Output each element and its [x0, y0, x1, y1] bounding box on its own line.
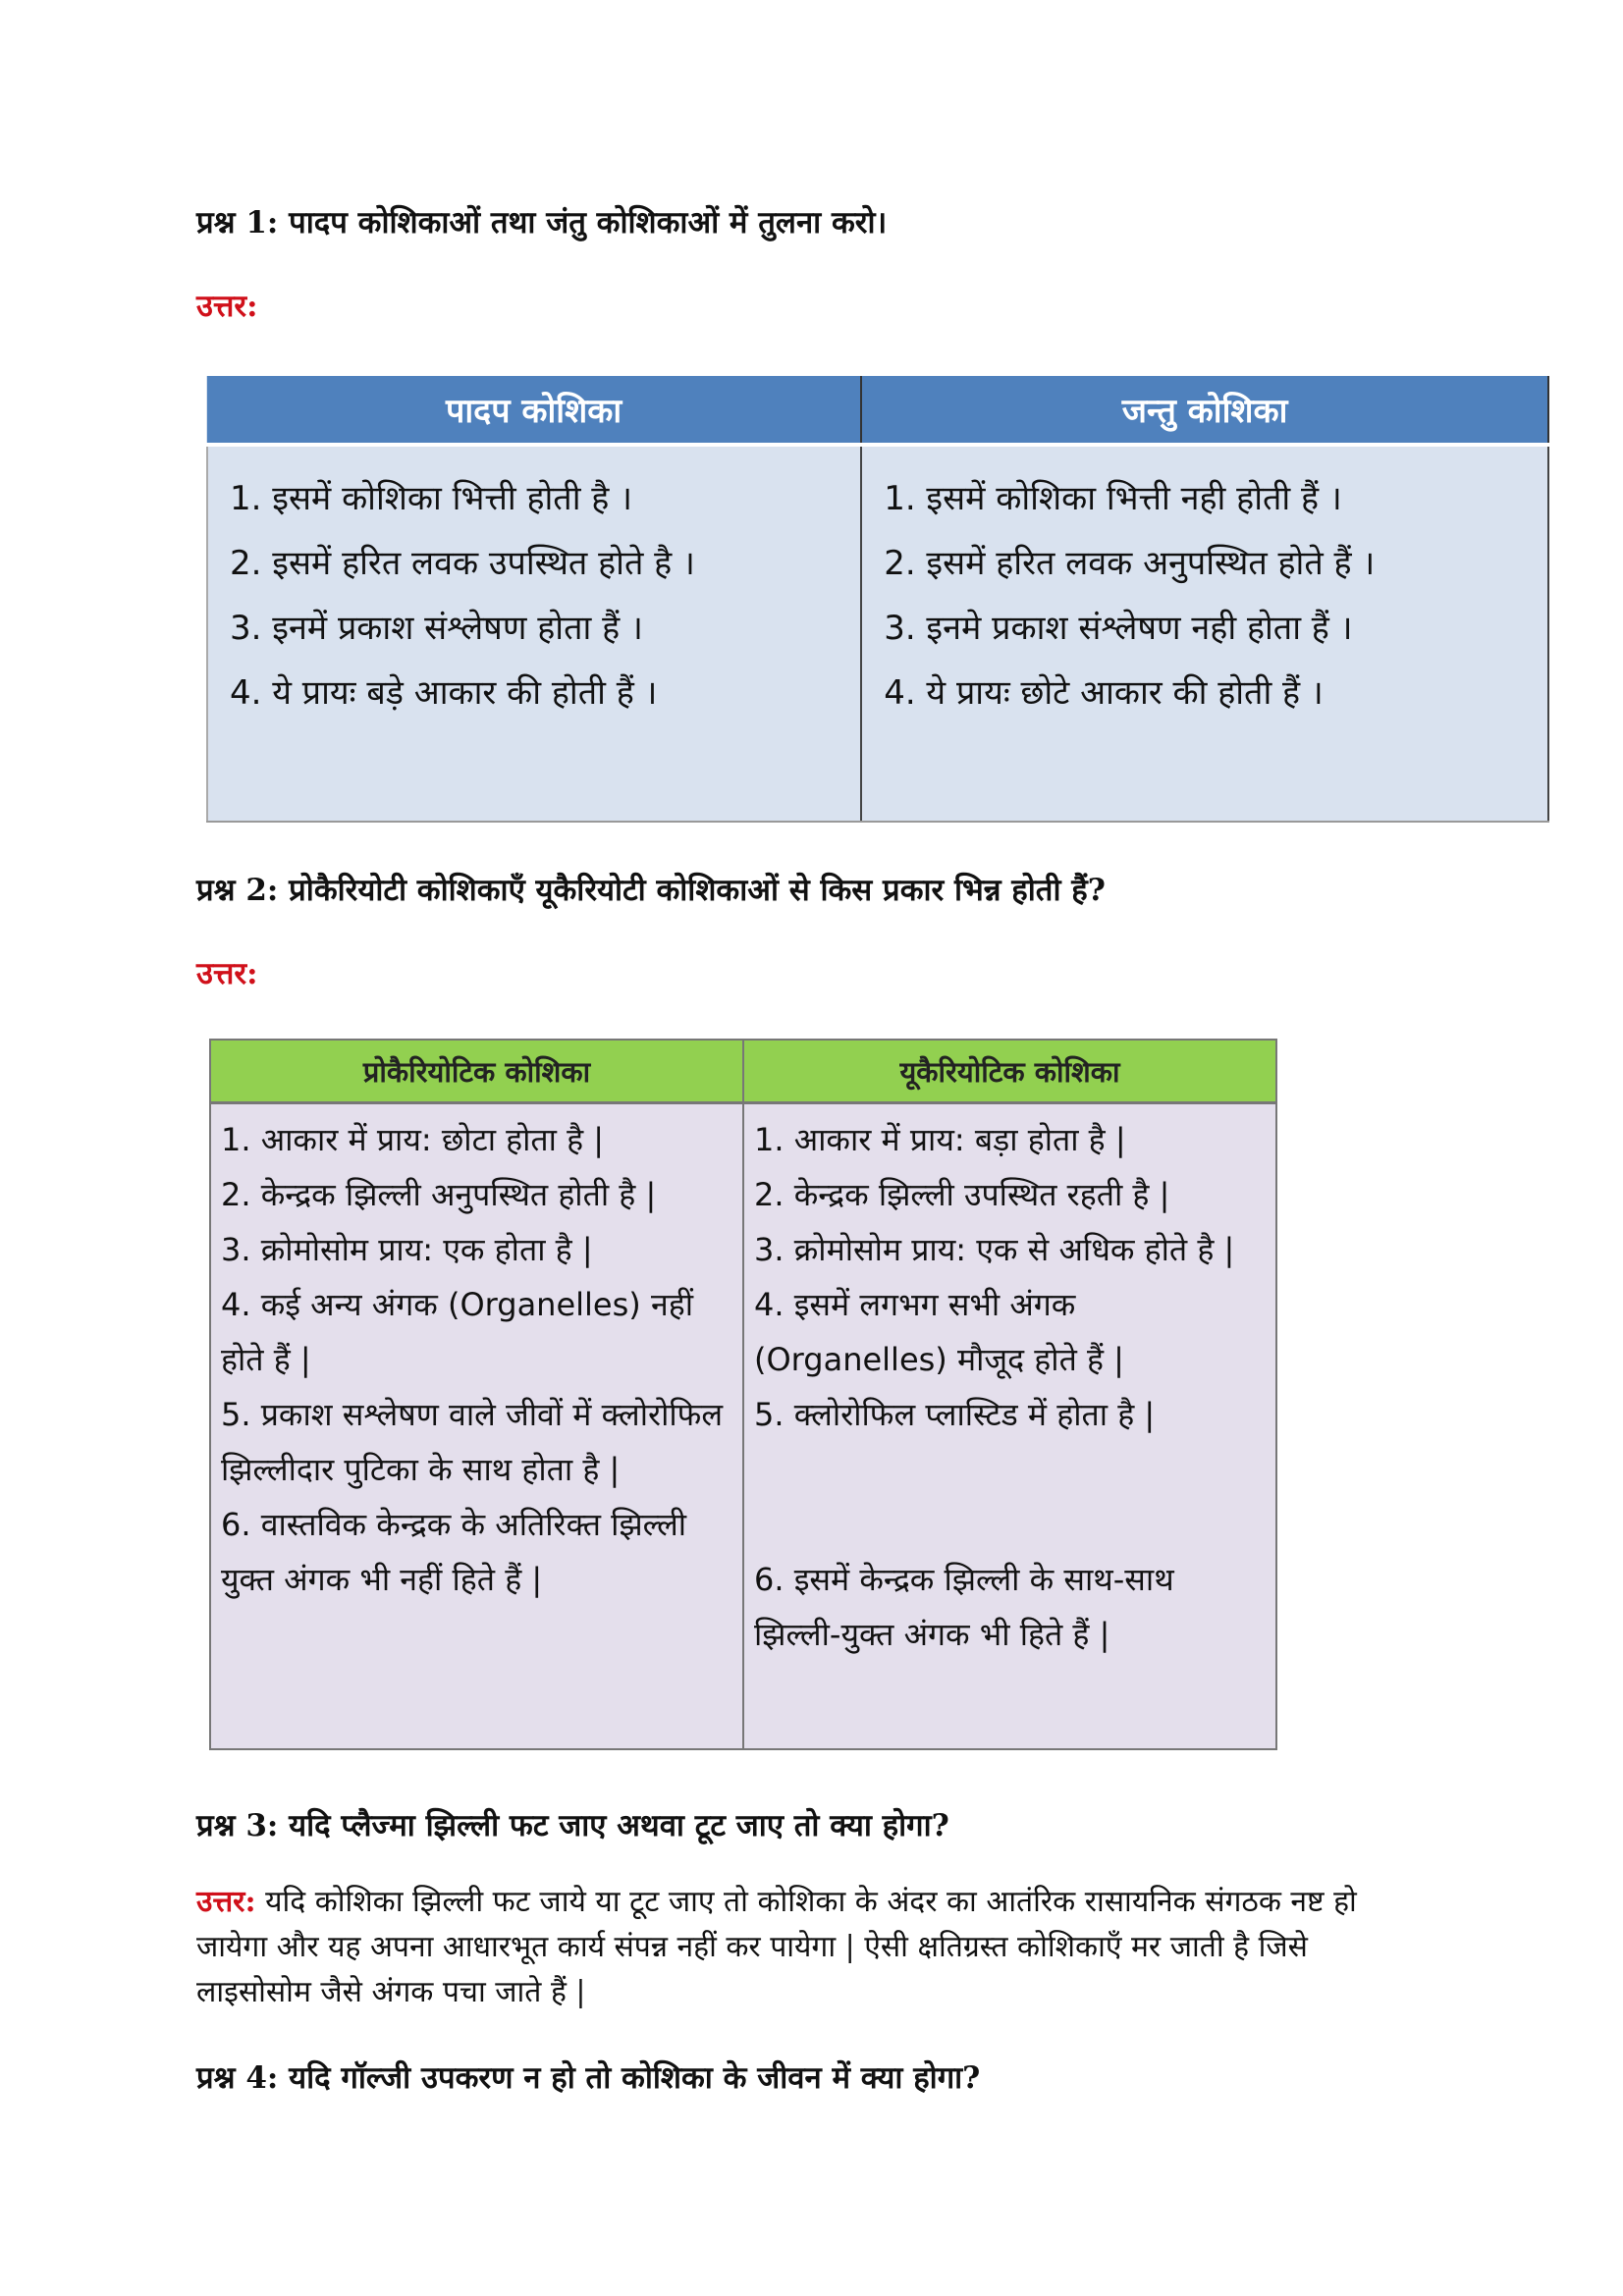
question-1: प्रश्न 1: पादप कोशिकाओं तथा जंतु कोशिकाओं में तुलना करो।: [196, 205, 888, 240]
list-item: 6. वास्तविक केन्द्रक के अतिरिक्त झिल्ली युक्त अंगक भी नहीं हिते हैं |: [221, 1506, 687, 1598]
list-item: 3. इनमें प्रकाश संश्लेषण होता हैं ।: [230, 609, 643, 648]
table-cell: [207, 445, 861, 822]
answer-label-1: उत्तर:: [196, 289, 258, 324]
table-header: प्रोकैरियोटिक कोशिका: [210, 1040, 743, 1103]
list-item: 1. आकार में प्राय: बड़ा होता है |: [754, 1121, 1126, 1158]
list-item: 1. आकार में प्राय: छोटा होता है |: [221, 1121, 605, 1158]
plant-animal-cell-table: [206, 376, 1549, 823]
question-4: प्रश्न 4: यदि गॉल्जी उपकरण न हो तो कोशिका के जीवन में क्या होगा?: [196, 2060, 981, 2096]
question-2: प्रश्न 2: प्रोकैरियोटी कोशिकाएँ यूकैरियोटी कोशिकाओं से किस प्रकार भिन्न होती हैं?: [196, 873, 1106, 908]
answer-label-2: उत्तर:: [196, 956, 258, 991]
list-item: 3. इनमे प्रकाश संश्लेषण नही होता हैं ।: [884, 609, 1353, 648]
answer-label-3: उत्तर:: [196, 1885, 256, 1919]
list-item: 2. इसमें हरित लवक अनुपस्थित होते हैं ।: [884, 544, 1376, 583]
table-header: यूकैरियोटिक कोशिका: [743, 1040, 1276, 1103]
list-item: 2. केन्द्रक झिल्ली अनुपस्थित होती है |: [221, 1176, 657, 1213]
list-item: 3. क्रोमोसोम प्राय: एक से अधिक होते है |: [754, 1231, 1235, 1268]
table-cell: [210, 1103, 743, 1750]
list-item: 4. इसमें लगभग सभी अंगक (Organelles) मौजूद होते हैं |: [754, 1286, 1124, 1378]
list-item: 1. इसमें कोशिका भित्ती होती है ।: [230, 479, 633, 518]
question-3: प्रश्न 3: यदि प्लैज्मा झिल्ली फट जाए अथवा टूट जाए तो क्या होगा?: [196, 1808, 949, 1843]
table-header: पादप कोशिका: [207, 376, 861, 445]
list-item: 5. क्लोरोफिल प्लास्टिड में होता है |: [754, 1396, 1156, 1433]
list-item: 1. इसमें कोशिका भित्ती नही होती हैं ।: [884, 479, 1342, 518]
answer-text: यदि कोशिका झिल्ली फट जाये या टूट जाए तो कोशिका के अंदर का आतंरिक रासायनिक संगठक नष्ट हो जायेगा और यह अपना आधारभूत कार्य संपन्न नहीं कर पायेगा | ऐसी क्षतिग्रस्त कोशिकाएँ मर जाती है जिसे लाइसोसोम जैसे अंगक पचा जाते हैं |: [196, 1885, 1357, 2009]
table-cell: [861, 445, 1548, 822]
table-header: जन्तु कोशिका: [861, 376, 1548, 445]
list-item: 6. इसमें केन्द्रक झिल्ली के साथ-साथ झिल्ली-युक्त अंगक भी हिते हैं |: [754, 1561, 1174, 1653]
list-item: 5. प्रकाश सश्लेषण वाले जीवों में क्लोरोफिल झिल्लीदार पुटिका के साथ होता है |: [221, 1396, 724, 1488]
list-item: 4. ये प्रायः बड़े आकार की होती हैं ।: [230, 673, 658, 713]
list-item: 3. क्रोमोसोम प्राय: एक होता है |: [221, 1231, 593, 1268]
table-cell: [743, 1103, 1276, 1750]
list-item: 4. कई अन्य अंगक (Organelles) नहीं होते हैं |: [221, 1286, 693, 1378]
answer-3: [196, 1880, 1414, 2015]
list-item: 2. इसमें हरित लवक उपस्थित होते है ।: [230, 544, 695, 583]
prokaryotic-eukaryotic-table: [209, 1039, 1277, 1750]
list-item: 4. ये प्रायः छोटे आकार की होती हैं ।: [884, 673, 1324, 713]
list-item: 2. केन्द्रक झिल्ली उपस्थित रहती है |: [754, 1176, 1170, 1213]
